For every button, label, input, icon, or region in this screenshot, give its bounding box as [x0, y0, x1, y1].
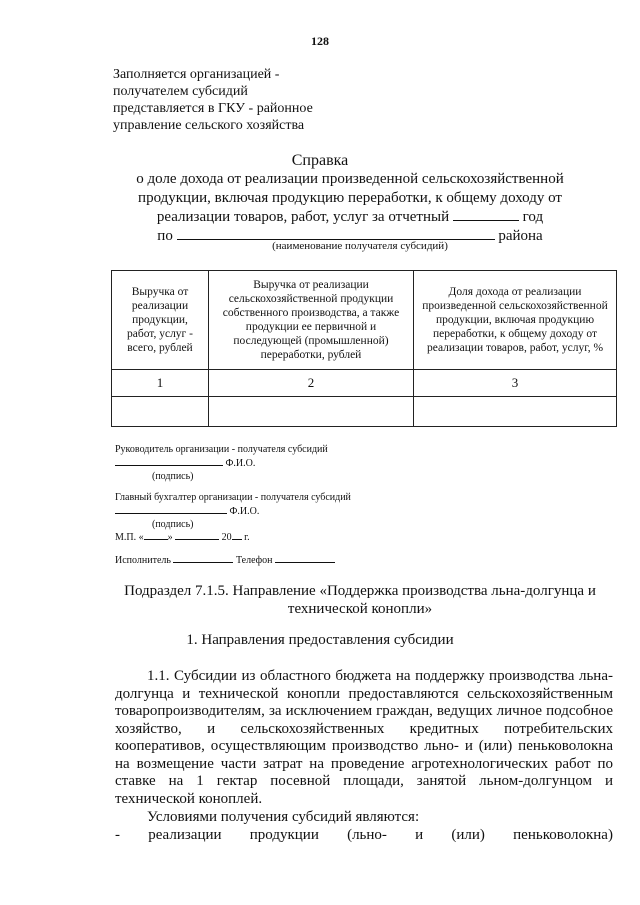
- phone-label: Телефон: [235, 555, 273, 566]
- page-number: 128: [311, 34, 329, 48]
- year-blank[interactable]: [232, 538, 242, 540]
- section-title-line: Подраздел 7.1.5. Направление «Поддержка производства льна-долгунца и: [124, 583, 596, 599]
- year-text: год: [522, 209, 544, 225]
- list-word: реализации: [148, 827, 222, 843]
- executor-line: [115, 555, 335, 566]
- mp-year: 20: [221, 532, 232, 543]
- fio-label: Ф.И.О.: [225, 458, 256, 469]
- list-word: (или): [451, 827, 485, 843]
- list-dash: -: [115, 827, 120, 843]
- table-header-row: [112, 271, 617, 370]
- by-text: по: [157, 228, 173, 244]
- district-text: района: [498, 228, 543, 244]
- addressee-line: Заполняется организацией -: [113, 67, 280, 82]
- mp-suffix: г.: [244, 532, 250, 543]
- addressee-line: представляется в ГКУ - районное: [113, 101, 313, 116]
- table-cell[interactable]: [112, 397, 209, 427]
- fio-label: Ф.И.О.: [229, 506, 260, 517]
- mp-prefix: М.П. «: [115, 532, 144, 543]
- addressee-note: [113, 66, 313, 134]
- recipient-name-hint: (наименование получателя субсидий): [272, 240, 448, 252]
- section-title-line: технической конопли»: [287, 601, 433, 617]
- list-word: пеньковолокна): [513, 827, 613, 843]
- table-cell[interactable]: [414, 397, 617, 427]
- body-paragraph: [115, 668, 613, 808]
- day-blank[interactable]: [144, 538, 168, 540]
- section-title: [100, 582, 620, 618]
- phone-blank[interactable]: [275, 561, 335, 563]
- conditions-heading: Условиями получения субсидий являются:: [147, 809, 420, 825]
- signature-hint: (подпись): [152, 471, 194, 482]
- list-word: (льно-: [347, 827, 387, 843]
- table-number-row: [112, 370, 617, 397]
- column-number: 3: [414, 370, 617, 397]
- signature-hint: (подпись): [152, 519, 194, 530]
- head-signature-title: Руководитель организации - получателя субсидий: [115, 444, 328, 455]
- list-item: [115, 826, 613, 844]
- subtitle-line: о доле дохода от реализации произведенной сельскохозяйственной: [136, 171, 564, 187]
- period-text: реализации товаров, работ, услуг за отчетный: [156, 209, 450, 225]
- column-number: 2: [209, 370, 414, 397]
- subtitle-line: продукции, включая продукцию переработки, к общему доходу от: [138, 190, 562, 206]
- column-number: 1: [112, 370, 209, 397]
- income-table: [111, 270, 617, 427]
- document-title: Справка: [291, 152, 349, 169]
- document-subtitle: [120, 170, 580, 246]
- header-cell: Доля дохода от реализации произведенной сельскохозяйственной продукции, включая продукцию переработки, к общему доходу от реализации товаров, работ, услуг, %: [414, 271, 617, 370]
- subtitle-line-period: [120, 208, 580, 227]
- signature-blank[interactable]: [115, 512, 227, 514]
- executor-label: Исполнитель: [115, 555, 171, 566]
- conditions-block: [115, 808, 613, 844]
- signature-blank[interactable]: [115, 464, 223, 466]
- head-signature-line: [115, 458, 255, 469]
- stamp-date-line: [115, 532, 250, 543]
- header-cell: Выручка от реализации сельскохозяйственной продукции собственного производства, а также продукции ее первичной и последующей (промышленной) переработки, рублей: [209, 271, 414, 370]
- table-row: [112, 397, 617, 427]
- mp-mid: »: [167, 532, 173, 543]
- paragraph-text: 1.1. Субсидии из областного бюджета на поддержку производства льна-долгунца и технической конопли предоставляются сельскохозяйственным товаропроизводителям, за исключением граждан, ведущих личное подсобное хозяйство, и сельскохозяйственных кредитных потребительских кооперативов, осуществляющим производство льно- и (или) пеньковолокна на возмещение части затрат на проведение агротехнологических работ по ставке на 1 гектар посевной площади, занятой льном-долгунцом и технической коноплей.: [115, 668, 613, 807]
- addressee-line: управление сельского хозяйства: [113, 118, 305, 133]
- month-blank[interactable]: [175, 538, 219, 540]
- list-word: продукции: [249, 827, 319, 843]
- addressee-line: получателем субсидий: [113, 84, 248, 99]
- header-cell: Выручка от реализации продукции, работ, услуг - всего, рублей: [112, 271, 209, 370]
- accountant-signature-line: [115, 506, 259, 517]
- accountant-signature-title: Главный бухгалтер организации - получателя субсидий: [115, 492, 351, 503]
- table-cell[interactable]: [209, 397, 414, 427]
- executor-blank[interactable]: [173, 561, 233, 563]
- subsection-title: 1. Направления предоставления субсидии: [186, 632, 454, 648]
- list-word: и: [415, 827, 424, 843]
- year-blank: [453, 219, 519, 221]
